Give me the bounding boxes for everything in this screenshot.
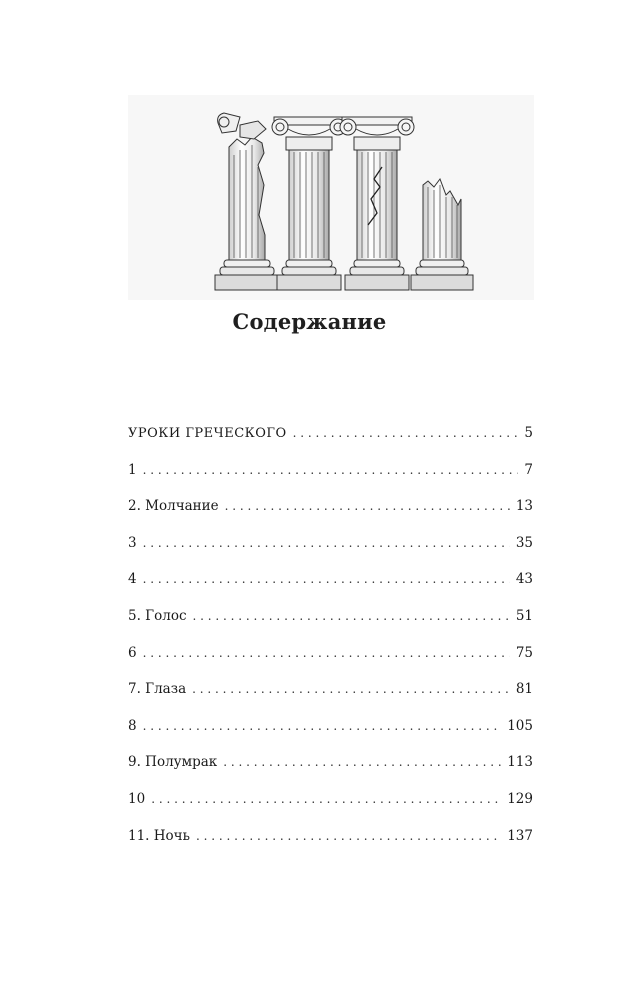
toc-entry-title: 3 — [128, 534, 137, 551]
columns-illustration — [128, 95, 534, 300]
toc-entry-title: 6 — [128, 644, 137, 661]
toc-entry-title: 1 — [128, 461, 137, 478]
table-of-contents — [128, 423, 533, 862]
dot-leader — [196, 826, 501, 846]
toc-entry-page: 113 — [507, 754, 533, 771]
toc-entry[interactable] — [128, 716, 533, 753]
dot-leader — [143, 533, 510, 553]
toc-entry[interactable] — [128, 533, 533, 570]
toc-entry-page: 129 — [507, 790, 533, 807]
toc-entry[interactable] — [128, 826, 533, 863]
toc-entry-title: 7. Глаза — [128, 681, 187, 698]
toc-entry[interactable] — [128, 789, 533, 826]
dot-leader — [143, 460, 519, 480]
toc-entry[interactable] — [128, 423, 533, 460]
toc-entry[interactable] — [128, 606, 533, 643]
dot-leader — [143, 569, 510, 589]
dot-leader — [193, 606, 510, 626]
toc-entry-page: 75 — [515, 644, 533, 661]
toc-entry-title: 4 — [128, 571, 137, 588]
dot-leader — [293, 423, 519, 443]
dot-leader — [143, 716, 502, 736]
toc-entry-title: 10 — [128, 790, 146, 807]
toc-entry-page: 105 — [507, 717, 533, 734]
toc-entry-page: 51 — [515, 607, 533, 624]
toc-entry-title: 5. Голос — [128, 607, 187, 624]
dot-leader — [225, 496, 510, 516]
toc-entry[interactable] — [128, 496, 533, 533]
page-title: Содержание — [232, 309, 387, 334]
toc-entry[interactable] — [128, 643, 533, 680]
toc-entry-page: 7 — [524, 461, 533, 478]
toc-entry-title: 11. Ночь — [128, 827, 190, 844]
toc-entry-page: 5 — [524, 425, 533, 441]
cracked-column-icon — [340, 117, 414, 290]
toc-entry-page: 35 — [515, 534, 533, 551]
toc-entry-page: 137 — [507, 827, 533, 844]
dot-leader — [151, 789, 501, 809]
toc-entry-title: 9. Полумрак — [128, 754, 218, 771]
broken-column-icon — [215, 113, 279, 290]
broken-shaft-icon — [411, 179, 473, 290]
toc-entry-page: 81 — [515, 681, 533, 698]
toc-entry[interactable] — [128, 569, 533, 606]
toc-entry-title: 2. Молчание — [128, 498, 219, 515]
toc-entry[interactable] — [128, 679, 533, 716]
dot-leader — [192, 679, 510, 699]
toc-entry-title: 8 — [128, 717, 137, 734]
toc-entry-page: 43 — [515, 571, 533, 588]
dot-leader — [223, 752, 501, 772]
toc-entry[interactable] — [128, 752, 533, 789]
ionic-column-icon — [272, 117, 346, 290]
toc-entry-page: 13 — [515, 498, 533, 515]
toc-entry[interactable] — [128, 460, 533, 497]
dot-leader — [143, 643, 510, 663]
toc-entry-title: УРОКИ ГРЕЧЕСКОГО — [128, 426, 287, 441]
